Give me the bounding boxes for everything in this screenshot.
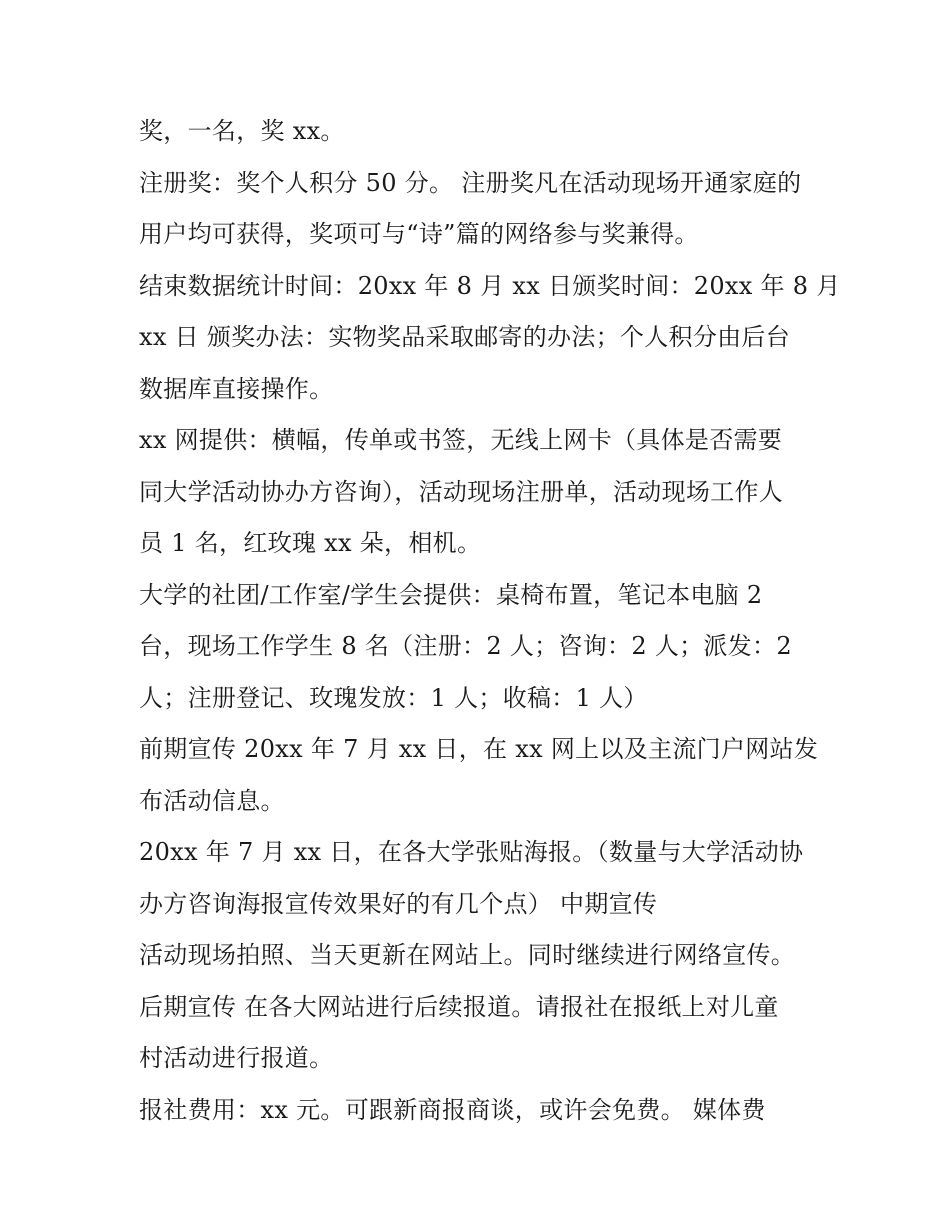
text-line: 办方咨询海报宣传效果好的有几个点） 中期宣传 <box>139 889 658 918</box>
text-line: 奖，一名，奖 xx。 <box>139 117 345 145</box>
text-line: 活动现场拍照、当天更新在网站上。同时继续进行网络宣传。 <box>139 941 796 969</box>
text-line: 台，现场工作学生 8 名（注册：2 人；咨询：2 人；派发：2 <box>139 632 792 660</box>
text-line: 数据库直接操作。 <box>139 374 334 403</box>
text-line: xx 日 颁奖办法：实物奖品采取邮寄的办法；个人积分由后台 <box>139 323 791 351</box>
text-line: 注册奖：奖个人积分 50 分。 注册奖凡在活动现场开通家庭的 <box>139 168 802 197</box>
text-line: 20xx 年 7 月 xx 日，在各大学张贴海报。（数量与大学活动协 <box>139 838 804 866</box>
text-line: 村活动进行报道。 <box>139 1044 334 1072</box>
text-line: 前期宣传 20xx 年 7 月 xx 日，在 xx 网上以及主流门户网站发 <box>139 735 819 763</box>
text-line: xx 网提供：横幅，传单或书签，无线上网卡（具体是否需要 <box>139 426 783 454</box>
text-line: 报社费用：xx 元。可跟新商报商谈，或许会免费。 媒体费 <box>139 1095 766 1124</box>
text-line: 大学的社团/工作室/学生会提供：桌椅布置，笔记本电脑 2 <box>139 580 763 609</box>
text-line: 同大学活动协办方咨询），活动现场注册单，活动现场工作人 <box>139 477 784 506</box>
text-line: 后期宣传 在各大网站进行后续报道。请报社在报纸上对儿童 <box>139 992 779 1021</box>
document-body <box>139 106 841 1136</box>
text-line: 用户均可获得，奖项可与“诗”篇的网络参与奖兼得。 <box>139 220 699 248</box>
text-line: 结束数据统计时间：20xx 年 8 月 xx 日颁奖时间：20xx 年 8 月 <box>139 271 841 300</box>
text-line: 员 1 名，红玫瑰 xx 朵，相机。 <box>139 529 482 557</box>
text-line: 布活动信息。 <box>139 786 285 815</box>
text-line: 人；注册登记、玫瑰发放：1 人；收稿：1 人） <box>139 683 648 712</box>
